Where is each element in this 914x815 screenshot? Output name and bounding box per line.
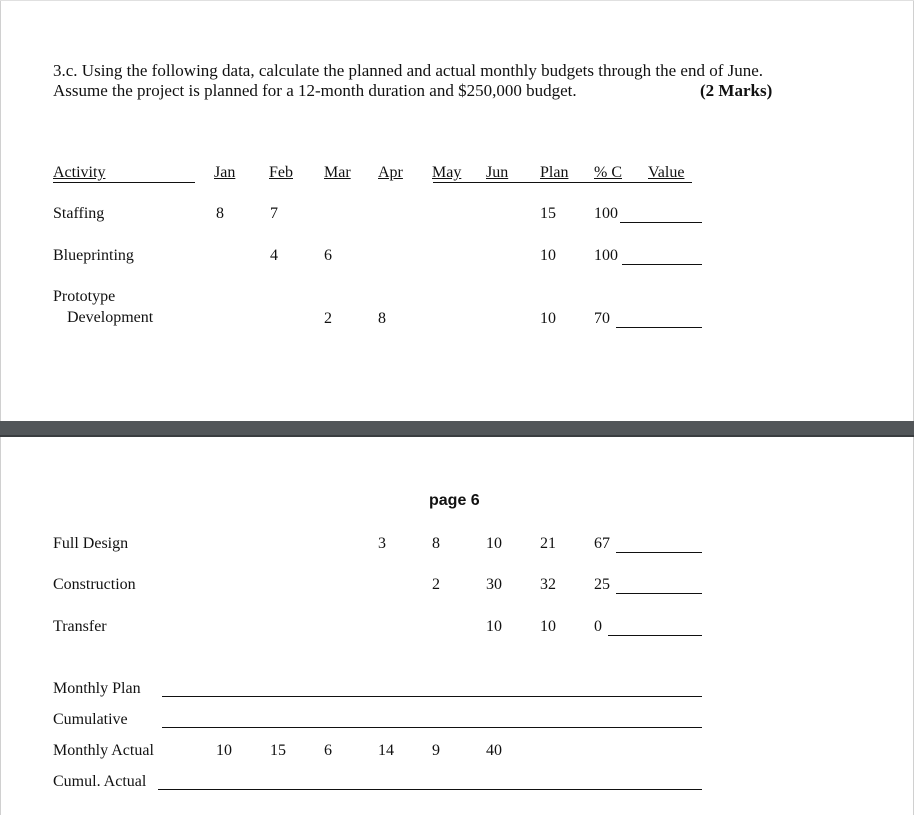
row-blueprinting-name: Blueprinting	[53, 247, 134, 264]
row-prototype-plan: 10	[540, 310, 556, 327]
row-staffing-value-blank	[620, 222, 702, 223]
row-prototype-name-line1: Prototype	[53, 288, 116, 305]
summary-actual-apr: 14	[378, 742, 394, 759]
row-construction-jun: 30	[486, 576, 502, 593]
row-construction-may: 2	[432, 576, 440, 593]
row-full-design-name: Full Design	[53, 535, 129, 552]
question-marks: (2 Marks)	[700, 81, 773, 100]
header-value: Value	[648, 164, 685, 181]
page-separator	[0, 421, 914, 437]
row-blueprinting-value-blank	[622, 264, 702, 265]
summary-actual-mar: 6	[324, 742, 332, 759]
header-activity: Activity	[53, 164, 106, 181]
row-staffing-jan: 8	[216, 205, 224, 222]
summary-monthly-plan-label: Monthly Plan	[53, 680, 141, 697]
header-feb: Feb	[269, 164, 293, 181]
question-line-1: 3.c. Using the following data, calculate the planned and actual monthly budgets through the end of June.	[53, 61, 764, 80]
summary-actual-may: 9	[432, 742, 440, 759]
header-activity-underline	[53, 182, 195, 183]
summary-actual-jun: 40	[486, 742, 502, 759]
row-full-design-may: 8	[432, 535, 440, 552]
header-mar: Mar	[324, 164, 351, 181]
row-transfer-value-blank	[608, 635, 702, 636]
row-full-design-apr: 3	[378, 535, 386, 552]
header-right-underline	[433, 182, 692, 183]
row-staffing-name: Staffing	[53, 205, 105, 222]
header-may: May	[432, 164, 462, 181]
row-prototype-value-blank	[616, 327, 702, 328]
row-prototype-apr: 8	[378, 310, 386, 327]
header-jun: Jun	[486, 164, 509, 181]
row-blueprinting-feb: 4	[270, 247, 278, 264]
row-full-design-plan: 21	[540, 535, 556, 552]
row-blueprinting-mar: 6	[324, 247, 332, 264]
row-full-design-value-blank	[616, 552, 702, 553]
summary-cumulative-blank	[162, 727, 702, 728]
row-construction-pct: 25	[594, 576, 610, 593]
row-construction-name: Construction	[53, 576, 136, 593]
row-full-design-pct: 67	[594, 535, 610, 552]
row-transfer-pct: 0	[594, 618, 602, 635]
summary-monthly-actual-label: Monthly Actual	[53, 742, 154, 759]
summary-actual-feb: 15	[270, 742, 286, 759]
header-jan: Jan	[214, 164, 236, 181]
page-border-top	[0, 0, 914, 1]
summary-monthly-plan-blank	[162, 696, 702, 697]
summary-cumul-actual-blank	[158, 789, 702, 790]
page-border-left	[0, 0, 1, 815]
header-apr: Apr	[378, 164, 403, 181]
row-transfer-jun: 10	[486, 618, 502, 635]
row-transfer-plan: 10	[540, 618, 556, 635]
row-full-design-jun: 10	[486, 535, 502, 552]
row-staffing-plan: 15	[540, 205, 556, 222]
row-blueprinting-plan: 10	[540, 247, 556, 264]
row-prototype-mar: 2	[324, 310, 332, 327]
row-staffing-pct: 100	[594, 205, 618, 222]
row-transfer-name: Transfer	[53, 618, 107, 635]
header-pct-complete: % C	[594, 164, 622, 181]
summary-cumul-actual-label: Cumul. Actual	[53, 773, 147, 790]
page-label: page 6	[429, 492, 480, 509]
row-prototype-pct: 70	[594, 310, 610, 327]
summary-actual-jan: 10	[216, 742, 232, 759]
question-line-2: Assume the project is planned for a 12-month duration and $250,000 budget.	[53, 81, 577, 100]
header-plan: Plan	[540, 164, 569, 181]
row-blueprinting-pct: 100	[594, 247, 618, 264]
summary-cumulative-label: Cumulative	[53, 711, 128, 728]
row-construction-value-blank	[616, 593, 702, 594]
row-construction-plan: 32	[540, 576, 556, 593]
row-staffing-feb: 7	[270, 205, 278, 222]
row-prototype-name-line2: Development	[67, 309, 154, 326]
